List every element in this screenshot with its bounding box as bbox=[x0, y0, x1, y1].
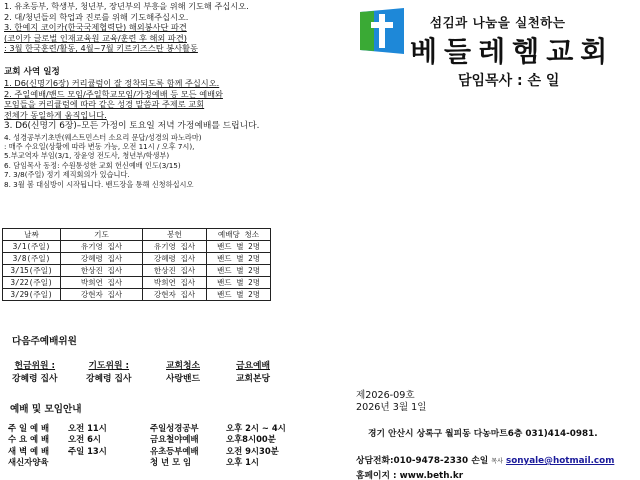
news-item: 4. 성경공부기초반(웨스트민스터 소요리 문답/성경의 파노라마) bbox=[4, 132, 202, 142]
prayer-item-4: (코이카 글로벌 인재교육원 교육/훈련 후 해외 파견) bbox=[4, 32, 187, 43]
worship-right-times bbox=[226, 423, 286, 469]
worship-time: 오후 1시 bbox=[226, 457, 260, 468]
prayer-item-1: 1. 유초등부, 학생부, 청년부, 장년부의 부흥을 위해 기도해 주십시오. bbox=[4, 1, 249, 11]
counsel-phone: 상담전화:010-9478-2330 손일 bbox=[356, 456, 489, 466]
committee-label: 교회청소 bbox=[166, 361, 200, 371]
senior-pastor: 담임목사 : 손 일 bbox=[458, 73, 560, 89]
col-header: 기도 bbox=[61, 229, 143, 241]
cell-offering: 한상진 집사 bbox=[143, 265, 207, 277]
prayer-item-2: 2. 대/청년들의 학업과 진로를 위해 기도해주십시오. bbox=[4, 11, 189, 22]
table-row bbox=[3, 289, 271, 301]
cell-prayer: 한상진 집사 bbox=[61, 265, 143, 277]
committee-value: 강혜령 집사 bbox=[86, 374, 132, 384]
committee-value: 강혜령 집사 bbox=[12, 374, 58, 384]
cell-prayer: 유기영 집사 bbox=[61, 241, 143, 253]
contact-info bbox=[356, 454, 614, 480]
committee-label: 기도위원 : bbox=[88, 361, 130, 371]
committee-value: 교회본당 bbox=[236, 374, 270, 384]
news-item: 3. D6(신명기 6장)–모든 가정이 토요일 저녁 가정예배를 드립니다. bbox=[4, 120, 260, 131]
prayer-item bbox=[4, 1, 344, 12]
committee-value: 사랑밴드 bbox=[166, 374, 200, 384]
worship-name: 주일성경공부 bbox=[150, 423, 199, 433]
prayer-item bbox=[4, 33, 344, 44]
table-row bbox=[3, 277, 271, 289]
committee-label: 금요예배 bbox=[236, 361, 270, 371]
friday-worship bbox=[236, 358, 270, 384]
prayer-item-3: 3. 한예지 코이카(한국국제협력단) 해외봉사단 파견 bbox=[4, 22, 187, 33]
news-item: : 매주 수요일(상황에 따라 변동 가능, 오전 11시 / 오후 7시), bbox=[4, 141, 195, 151]
cell-prayer: 강혜령 집사 bbox=[61, 253, 143, 265]
cell-offering: 박희연 집사 bbox=[143, 277, 207, 289]
homepage[interactable]: 홈페이지 : www.beth.kr bbox=[356, 471, 464, 480]
cleaning-committee bbox=[166, 358, 200, 384]
news-item: 2. 주일예배/밴드 모임/주일학교모임/가정예배 등 모든 예배와 bbox=[4, 88, 223, 99]
table-row bbox=[3, 253, 271, 265]
prayer-committee bbox=[86, 358, 132, 384]
duty-table bbox=[2, 228, 271, 301]
church-slogan: 섬김과 나눔을 실천하는 bbox=[430, 15, 566, 30]
col-header: 날짜 bbox=[3, 229, 61, 241]
cell-date: 3/15(주일) bbox=[3, 265, 61, 277]
cell-date: 3/8(주일) bbox=[3, 253, 61, 265]
news-title: 교회 사역 일정 bbox=[4, 67, 60, 77]
worship-time: 오전 9시30분 bbox=[226, 445, 279, 456]
worship-name: 새신자양육 bbox=[8, 457, 49, 468]
prayer-item bbox=[4, 12, 344, 23]
table-row bbox=[3, 241, 271, 253]
worship-guide-title: 예배 및 모임안내 bbox=[10, 404, 82, 415]
issue-info bbox=[356, 390, 427, 414]
news-item: 7. 3/8(주일) 정기 제직회의가 있습니다. bbox=[4, 170, 130, 180]
church-news bbox=[4, 67, 344, 189]
issue-number: 제2026-09호 bbox=[356, 390, 415, 401]
table-row bbox=[3, 265, 271, 277]
email-link[interactable]: sonyale@hotmail.com bbox=[505, 456, 615, 466]
church-address: 경기 안산시 상록구 월피동 다농마트6층 031)414-0981. bbox=[368, 429, 598, 439]
pastor-title: 목사 bbox=[491, 458, 503, 465]
news-item: 8. 3월 봄 대심방이 시작됩니다. 밴드장을 통해 신청하십시오 bbox=[4, 179, 194, 189]
worship-name: 금요철야예배 bbox=[150, 434, 199, 445]
news-item: 5.부교역자 부임(3/1, 장윤영 전도사, 청년부/학생부) bbox=[4, 151, 170, 161]
col-header: 예배당 청소 bbox=[207, 229, 271, 241]
worship-time: 오전 6시 bbox=[68, 434, 102, 445]
prayer-item bbox=[4, 22, 344, 33]
cell-prayer: 강현자 집사 bbox=[61, 289, 143, 301]
worship-left-names bbox=[8, 423, 49, 469]
worship-time: 오후8시00분 bbox=[226, 434, 276, 445]
worship-time: 오후 2시 ~ 4시 bbox=[226, 423, 286, 433]
news-item: 모임들을 커리큘럼에 따라 같은 성경 말씀과 주제로 교회 bbox=[4, 99, 205, 110]
worship-right-names bbox=[150, 423, 199, 469]
cell-date: 3/1(주일) bbox=[3, 241, 61, 253]
worship-left-times bbox=[68, 423, 107, 457]
cell-offering: 강현자 집사 bbox=[143, 289, 207, 301]
prayer-item-5: : 3월 한국훈련/활동, 4월~7월 키르키즈스탄 봉사활동 bbox=[4, 43, 198, 54]
prayer-item bbox=[4, 43, 344, 54]
news-item: 전체가 동일하게 움직입니다. bbox=[4, 110, 107, 121]
cell-offering: 강혜령 집사 bbox=[143, 253, 207, 265]
table-header-row bbox=[3, 229, 271, 241]
cross-logo-icon bbox=[360, 8, 404, 54]
worship-time: 오전 11시 bbox=[68, 423, 107, 433]
next-week-title: 다음주예배위원 bbox=[12, 336, 77, 347]
issue-date: 2026년 3월 1일 bbox=[356, 402, 427, 414]
cell-cleaning: 밴드 별 2명 bbox=[207, 289, 271, 301]
cell-cleaning: 밴드 별 2명 bbox=[207, 265, 271, 277]
cell-date: 3/29(주일) bbox=[3, 289, 61, 301]
news-item: 6. 담임목사 동정: 수원통성한 교회 헌신예배 인도(3/15) bbox=[4, 160, 181, 170]
worship-name: 청 년 모 임 bbox=[150, 457, 192, 468]
prayer-list bbox=[4, 1, 344, 54]
cell-date: 3/22(주일) bbox=[3, 277, 61, 289]
col-header: 봉헌 bbox=[143, 229, 207, 241]
worship-name: 주 일 예 배 bbox=[8, 423, 50, 433]
worship-name: 유초등부예배 bbox=[150, 445, 199, 456]
committee-label: 헌금위원 : bbox=[14, 361, 56, 371]
worship-name: 새 벽 예 배 bbox=[8, 445, 50, 456]
cell-cleaning: 밴드 별 2명 bbox=[207, 277, 271, 289]
cell-cleaning: 밴드 별 2명 bbox=[207, 253, 271, 265]
offering-committee bbox=[12, 358, 58, 384]
cell-cleaning: 밴드 별 2명 bbox=[207, 241, 271, 253]
worship-time: 주일 13시 bbox=[68, 445, 107, 456]
news-item: 1. D6(신명기6장) 커리큘럼이 잘 정착되도록 함께 주십시오. bbox=[4, 77, 220, 88]
church-name: 베들레헴교회 bbox=[410, 35, 615, 68]
cell-prayer: 박희연 집사 bbox=[61, 277, 143, 289]
cell-offering: 유기영 집사 bbox=[143, 241, 207, 253]
worship-name: 수 요 예 배 bbox=[8, 434, 50, 445]
